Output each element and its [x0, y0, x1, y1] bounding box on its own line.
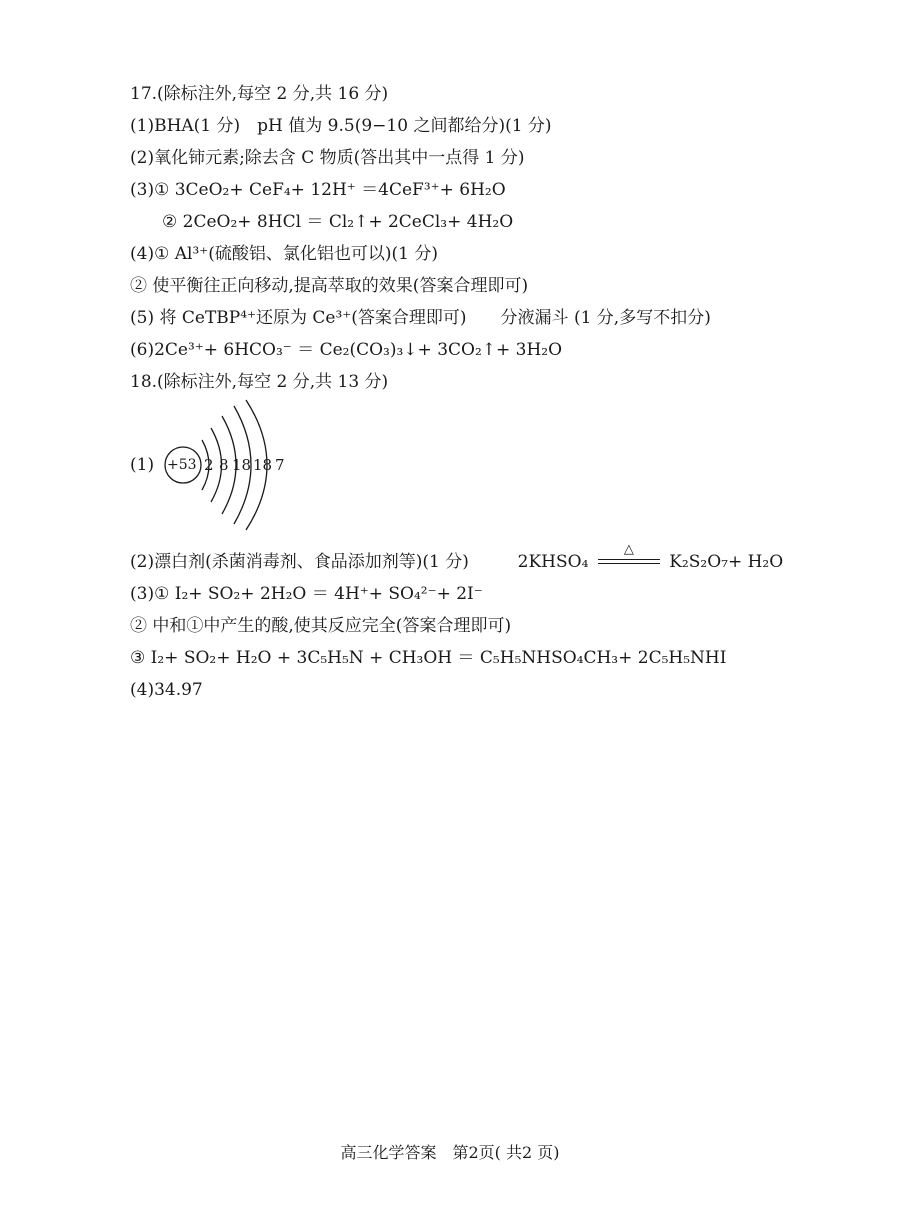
q18-answer-3-3: ③ I₂+ SO₂+ H₂O + 3C₅H₅N + CH₃OH ＝ C₅H₅NHSO₄CH₃+ 2C₅H₅NHI [130, 648, 727, 668]
q17-answer-4-2: ② 使平衡往正向移动,提高萃取的效果(答案合理即可) [130, 276, 529, 296]
q18-answer-3-1: (3)① I₂+ SO₂+ 2H₂O ＝ 4H⁺+ SO₄²⁻+ 2I⁻ [130, 584, 483, 604]
shell-4-electrons: 18 [253, 456, 273, 474]
equation-left: 2KHSO₄ [517, 552, 589, 572]
page-footer: 高三化学答案 第2页( 共2 页) [340, 1143, 560, 1162]
shell-2-electrons: 8 [219, 456, 229, 474]
q17-header: 17.(除标注外,每空 2 分,共 16 分) [130, 84, 389, 104]
nucleus-charge: +53 [167, 457, 197, 473]
q18-header: 18.(除标注外,每空 2 分,共 13 分) [130, 372, 389, 392]
shell-1-electrons: 2 [204, 456, 214, 474]
q18-answer-2-text: (2)漂白剂(杀菌消毒剂、食品添加剂等)(1 分) [130, 552, 469, 572]
q17-answer-3-1: (3)① 3CeO₂+ CeF₄+ 12H⁺ ＝4CeF³⁺+ 6H₂O [130, 180, 506, 200]
shell-3-electrons: 18 [232, 456, 252, 474]
q17-answer-3-2: ② 2CeO₂+ 8HCl ＝ Cl₂↑+ 2CeCl₃+ 4H₂O [162, 212, 514, 232]
q17-answer-5: (5) 将 CeTBP⁴⁺还原为 Ce³⁺(答案合理即可) 分液漏斗 (1 分,多写不扣分) [130, 308, 711, 328]
q18-answer-2 [130, 542, 784, 574]
q18-answer-1-prefix: (1) [130, 455, 155, 475]
q18-answer-3-2: ② 中和①中产生的酸,使其反应完全(答案合理即可) [130, 616, 512, 636]
q17-answer-6: (6)2Ce³⁺+ 6HCO₃⁻ ＝ Ce₂(CO₃)₃↓+ 3CO₂↑+ 3H₂O [130, 340, 563, 360]
q18-answer-4: (4)34.97 [130, 680, 203, 700]
shell-5-electrons: 7 [275, 456, 285, 474]
q17-answer-1: (1)BHA(1 分) pH 值为 9.5(9−10 之间都给分)(1 分) [130, 116, 552, 136]
heat-condition-symbol: △ [623, 542, 634, 557]
iodine-atom-structure-diagram [130, 398, 310, 532]
heating-equals-sign [598, 542, 660, 570]
equation-right: K₂S₂O₇+ H₂O [669, 552, 784, 572]
q17-answer-2: (2)氧化铈元素;除去含 C 物质(答出其中一点得 1 分) [130, 148, 525, 168]
q17-answer-4-1: (4)① Al³⁺(硫酸铝、氯化铝也可以)(1 分) [130, 244, 438, 264]
